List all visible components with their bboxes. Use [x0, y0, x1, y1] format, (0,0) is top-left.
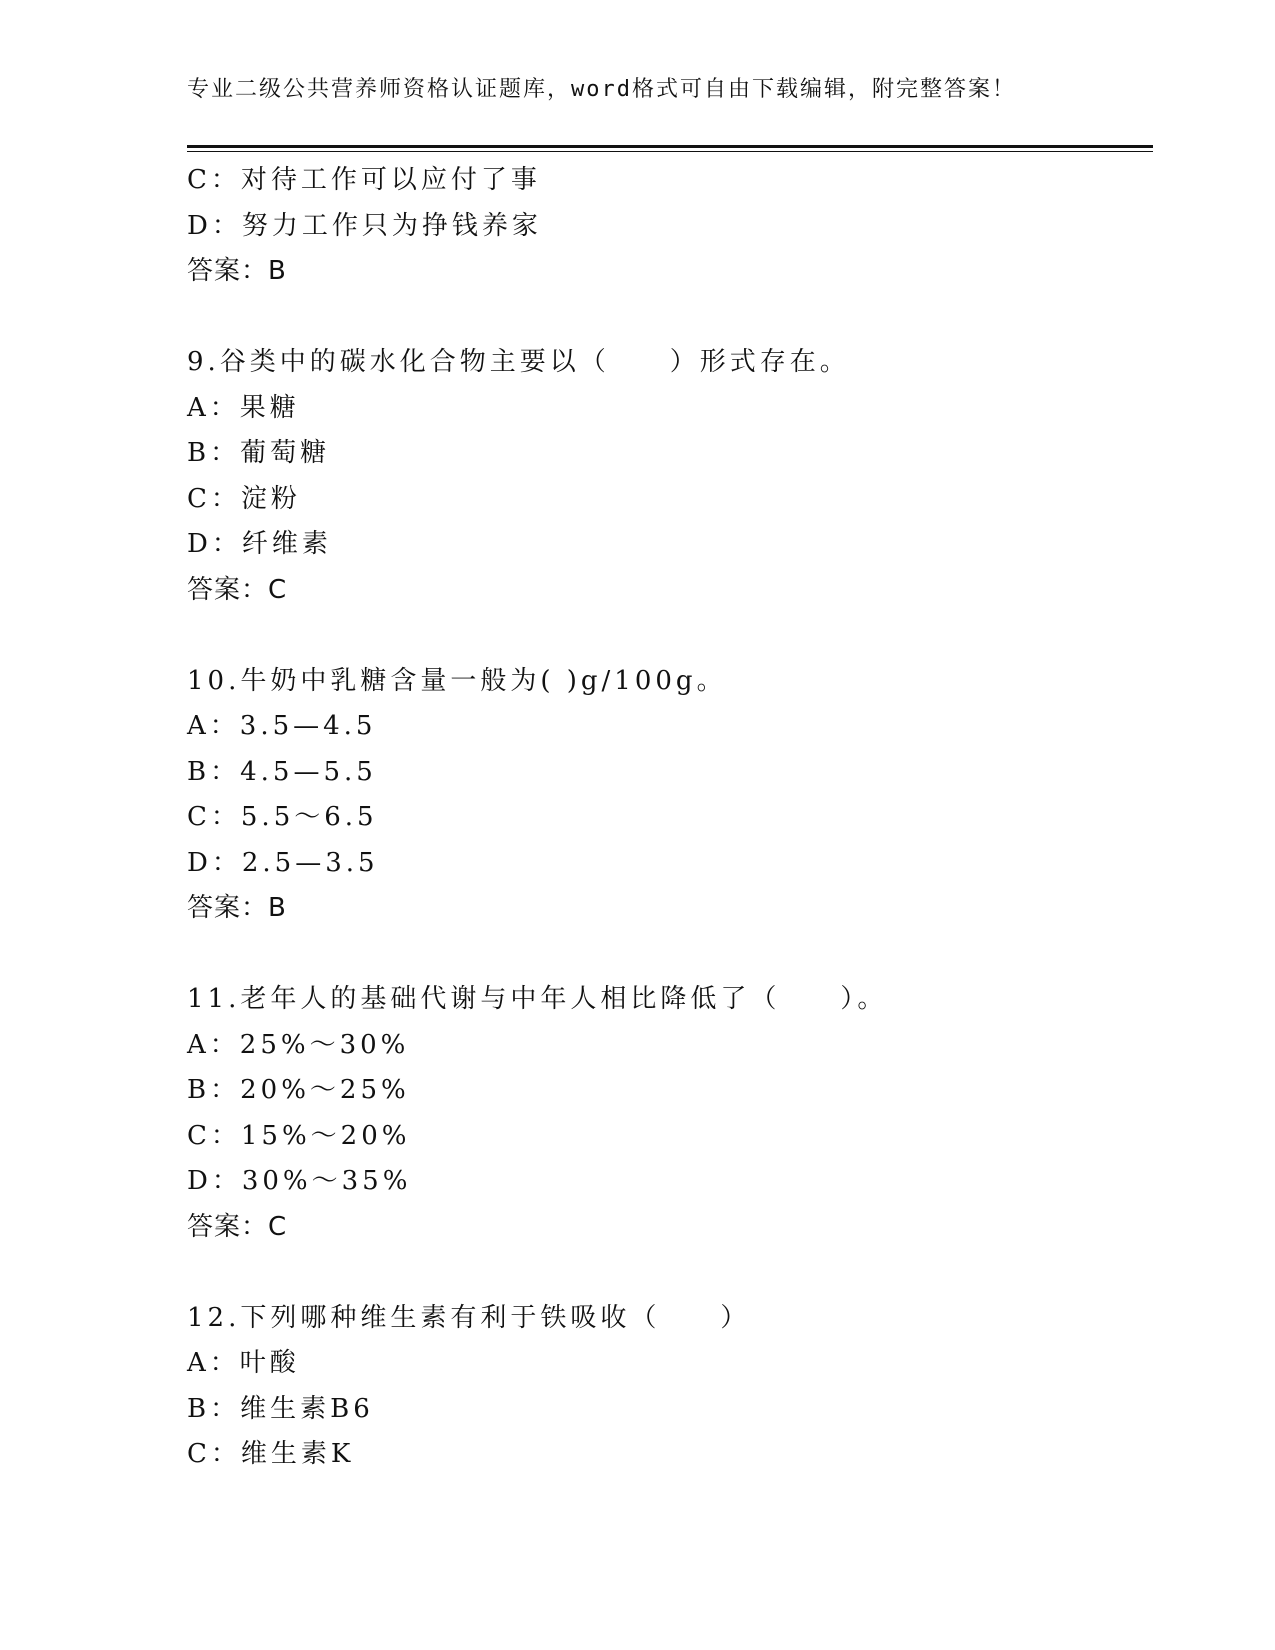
answer-label: 答案：B [187, 893, 287, 923]
question-block-9 [187, 340, 1153, 613]
option-c: C：5.5～6.5 [187, 802, 378, 832]
header-rule-thin [187, 151, 1153, 152]
option-c: C：维生素K [187, 1439, 355, 1469]
answer-label: 答案：C [187, 574, 288, 605]
option-b: B：4.5—5.5 [187, 756, 377, 787]
option-b: B：维生素B6 [187, 1393, 374, 1424]
question-block-8 [187, 158, 1153, 295]
question-text: 9.谷类中的碳水化合物主要以（ ）形式存在。 [187, 347, 850, 377]
question-block-11 [187, 977, 1153, 1250]
question-text: 11.老年人的基础代谢与中年人相比降低了（ ）。 [187, 984, 888, 1014]
option-a: A：3.5—4.5 [187, 711, 377, 741]
option-c: C：对待工作可以应付了事 [187, 165, 541, 195]
question-block-12 [187, 1296, 1153, 1478]
option-b: B：葡萄糖 [187, 438, 331, 468]
option-a: A：叶酸 [187, 1348, 300, 1378]
page-header-title: 专业二级公共营养师资格认证题库，word格式可自由下载编辑，附完整答案！ [187, 77, 1016, 102]
question-text: 10.牛奶中乳糖含量一般为( )g/100g。 [187, 665, 727, 696]
option-b: B：20%～25% [187, 1075, 410, 1105]
option-d: D：努力工作只为挣钱养家 [187, 210, 542, 241]
option-c: C：15%～20% [187, 1120, 411, 1151]
header-rule-thick [187, 145, 1153, 148]
question-block-10 [187, 659, 1153, 932]
answer-label: 答案：B [187, 256, 287, 286]
option-a: A：果糖 [187, 392, 300, 423]
option-d: D：2.5—3.5 [187, 847, 379, 878]
question-text: 12.下列哪种维生素有利于铁吸收（ ） [187, 1302, 751, 1333]
answer-label: 答案：C [187, 1211, 288, 1242]
option-c: C：淀粉 [187, 483, 301, 514]
option-d: D：纤维素 [187, 529, 332, 559]
option-a: A：25%～30% [187, 1029, 410, 1060]
option-d: D：30%～35% [187, 1166, 412, 1196]
question-list [187, 158, 1153, 1478]
